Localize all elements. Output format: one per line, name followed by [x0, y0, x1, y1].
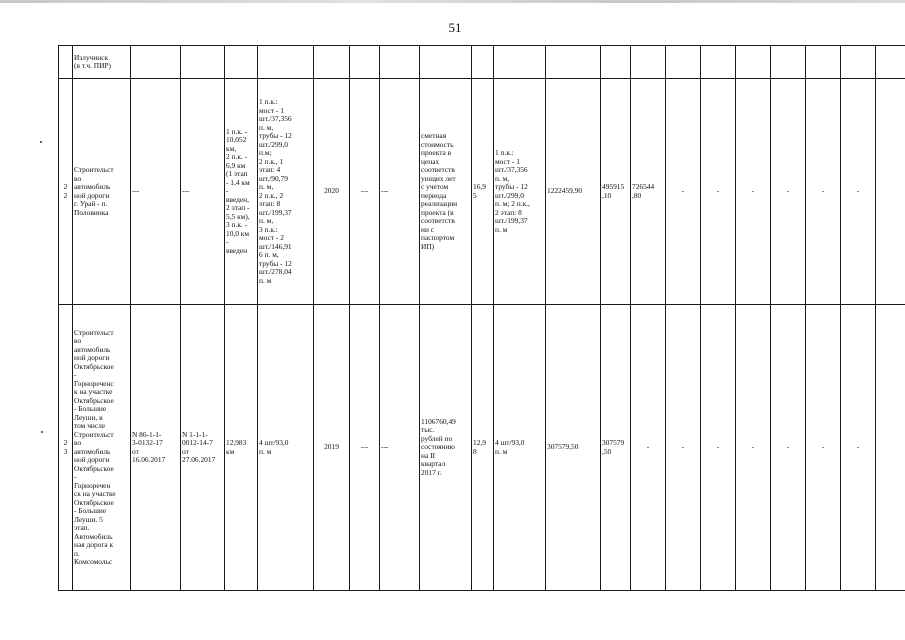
- table-cell: [258, 46, 314, 79]
- funding-value: 307579 ,50: [601, 305, 631, 591]
- table-cell: -: [771, 305, 806, 591]
- table-cell: [181, 46, 225, 79]
- table-cell: -: [631, 305, 666, 591]
- scan-speck: [40, 141, 42, 143]
- table-cell: [59, 46, 73, 79]
- table-cell: [472, 46, 494, 79]
- table-cell: [631, 46, 666, 79]
- structures-commissioned: 4 шт/93,0 п. м: [494, 305, 546, 591]
- table-cell: -: [701, 79, 736, 305]
- page-number: 51: [448, 20, 462, 35]
- total-funding: 307579,50: [546, 305, 601, 591]
- artificial-structures: 1 п.к.: мост - 1 шт./37,356 п. м, трубы - 12 шт./299,0 п.м; 2 п.к., 1 этап: 4 шт./90,79 п. м, 2 п.к., 2 этап: 8 шт./199,37 п. м, 3 п.к.: мост - 2 шт./146,91 6 п. м, трубы - 12 шт./278,04 п. м: [258, 79, 314, 305]
- estimated-cost: 1106760,49 тыс. рублей по состоянию на II квартал 2017 г.: [420, 305, 472, 591]
- table-cell: [420, 46, 472, 79]
- table-cell: -: [771, 79, 806, 305]
- table-cell: ---: [380, 305, 420, 591]
- structures-commissioned: 1 п.к.: мост - 1 шт./37,356 п. м, трубы - 12 шт./299,0 п. м; 2 п.к., 2 этап: 8 шт./199,37 п. м: [494, 79, 546, 305]
- completion-year: 2020: [314, 79, 350, 305]
- table-cell: [225, 46, 258, 79]
- table-cell: -: [666, 305, 701, 591]
- funding-value: 726544 ,80: [631, 79, 666, 305]
- table-cell: [736, 46, 771, 79]
- table-cell: [380, 46, 420, 79]
- table-cell: 12,9 8: [472, 305, 494, 591]
- table-cell: [841, 46, 876, 79]
- table-cell: -: [736, 305, 771, 591]
- scan-speck: [41, 431, 43, 433]
- object-name: Строительст во автомобиль ной дороги Октябрьское - Горнореченс к на участке Октябрьское - Большие Леуши, в том числе Строительст во автомобиль ной дороги Октябрьское - Горноречен ск на участке Октябрьское - Большие Леуши. 5 этап. Автомобиль ная дорога к п. Комсомольс: [73, 305, 131, 591]
- table-cell: [494, 46, 546, 79]
- document-table-wrapper: [58, 45, 889, 590]
- table-cell: -: [806, 79, 841, 305]
- total-funding: 1222459,90: [546, 79, 601, 305]
- table-row: [59, 79, 905, 305]
- table-cell: [806, 46, 841, 79]
- header-name-cell: Излучинск (в т.ч. ПИР): [73, 46, 131, 79]
- funding-value: 495915 ,10: [601, 79, 631, 305]
- scan-top-edge: [0, 0, 905, 3]
- table-cell: [876, 46, 905, 79]
- permit-document: ---: [181, 79, 225, 305]
- road-length: 1 п.к. - 10,052 км, 2 п.к. - 6,9 км (1 этап - 1,4 км - введен, 2 этап - 5,5 км), 3 п.к. - 10,0 км - введен: [225, 79, 258, 305]
- table-cell: ---: [350, 305, 380, 591]
- table-cell: [601, 46, 631, 79]
- table-cell: [666, 46, 701, 79]
- table-cell: [701, 46, 736, 79]
- table-cell: [350, 46, 380, 79]
- table-cell: [876, 79, 905, 305]
- table-cell: [546, 46, 601, 79]
- table-cell: -: [666, 79, 701, 305]
- table-cell: -: [841, 79, 876, 305]
- table-cell: [131, 46, 181, 79]
- document-table: [58, 45, 905, 591]
- object-name: Строительст во автомобиль ной дороги г. Урай - п. Половинка: [73, 79, 131, 305]
- artificial-structures: 4 шт/93,0 п. м: [258, 305, 314, 591]
- table-cell: -: [806, 305, 841, 591]
- table-cell: [771, 46, 806, 79]
- row-number: 2 3: [59, 305, 73, 591]
- table-cell: -: [841, 305, 876, 591]
- table-cell: -: [701, 305, 736, 591]
- table-cell: [876, 305, 905, 591]
- table-cell: [314, 46, 350, 79]
- table-cell: -: [736, 79, 771, 305]
- table-row: [59, 305, 905, 591]
- row-number: 2 2: [59, 79, 73, 305]
- completion-year: 2019: [314, 305, 350, 591]
- expertise-conclusion: N 86-1-1- 3-0132-17 от 16.06.2017: [131, 305, 181, 591]
- table-header-row: [59, 46, 905, 79]
- expertise-conclusion: ---: [131, 79, 181, 305]
- table-cell: ---: [380, 79, 420, 305]
- permit-document: N 1-1-1- 0012-14-7 от 27.06.2017: [181, 305, 225, 591]
- table-cell: 16,9 5: [472, 79, 494, 305]
- table-cell: ---: [350, 79, 380, 305]
- estimated-cost: сметная стоимость проекта в ценах соответств ующих лет с учетом периода реализации проекта (в соответств ии с паспортом ИП): [420, 79, 472, 305]
- road-length: 12,983 км: [225, 305, 258, 591]
